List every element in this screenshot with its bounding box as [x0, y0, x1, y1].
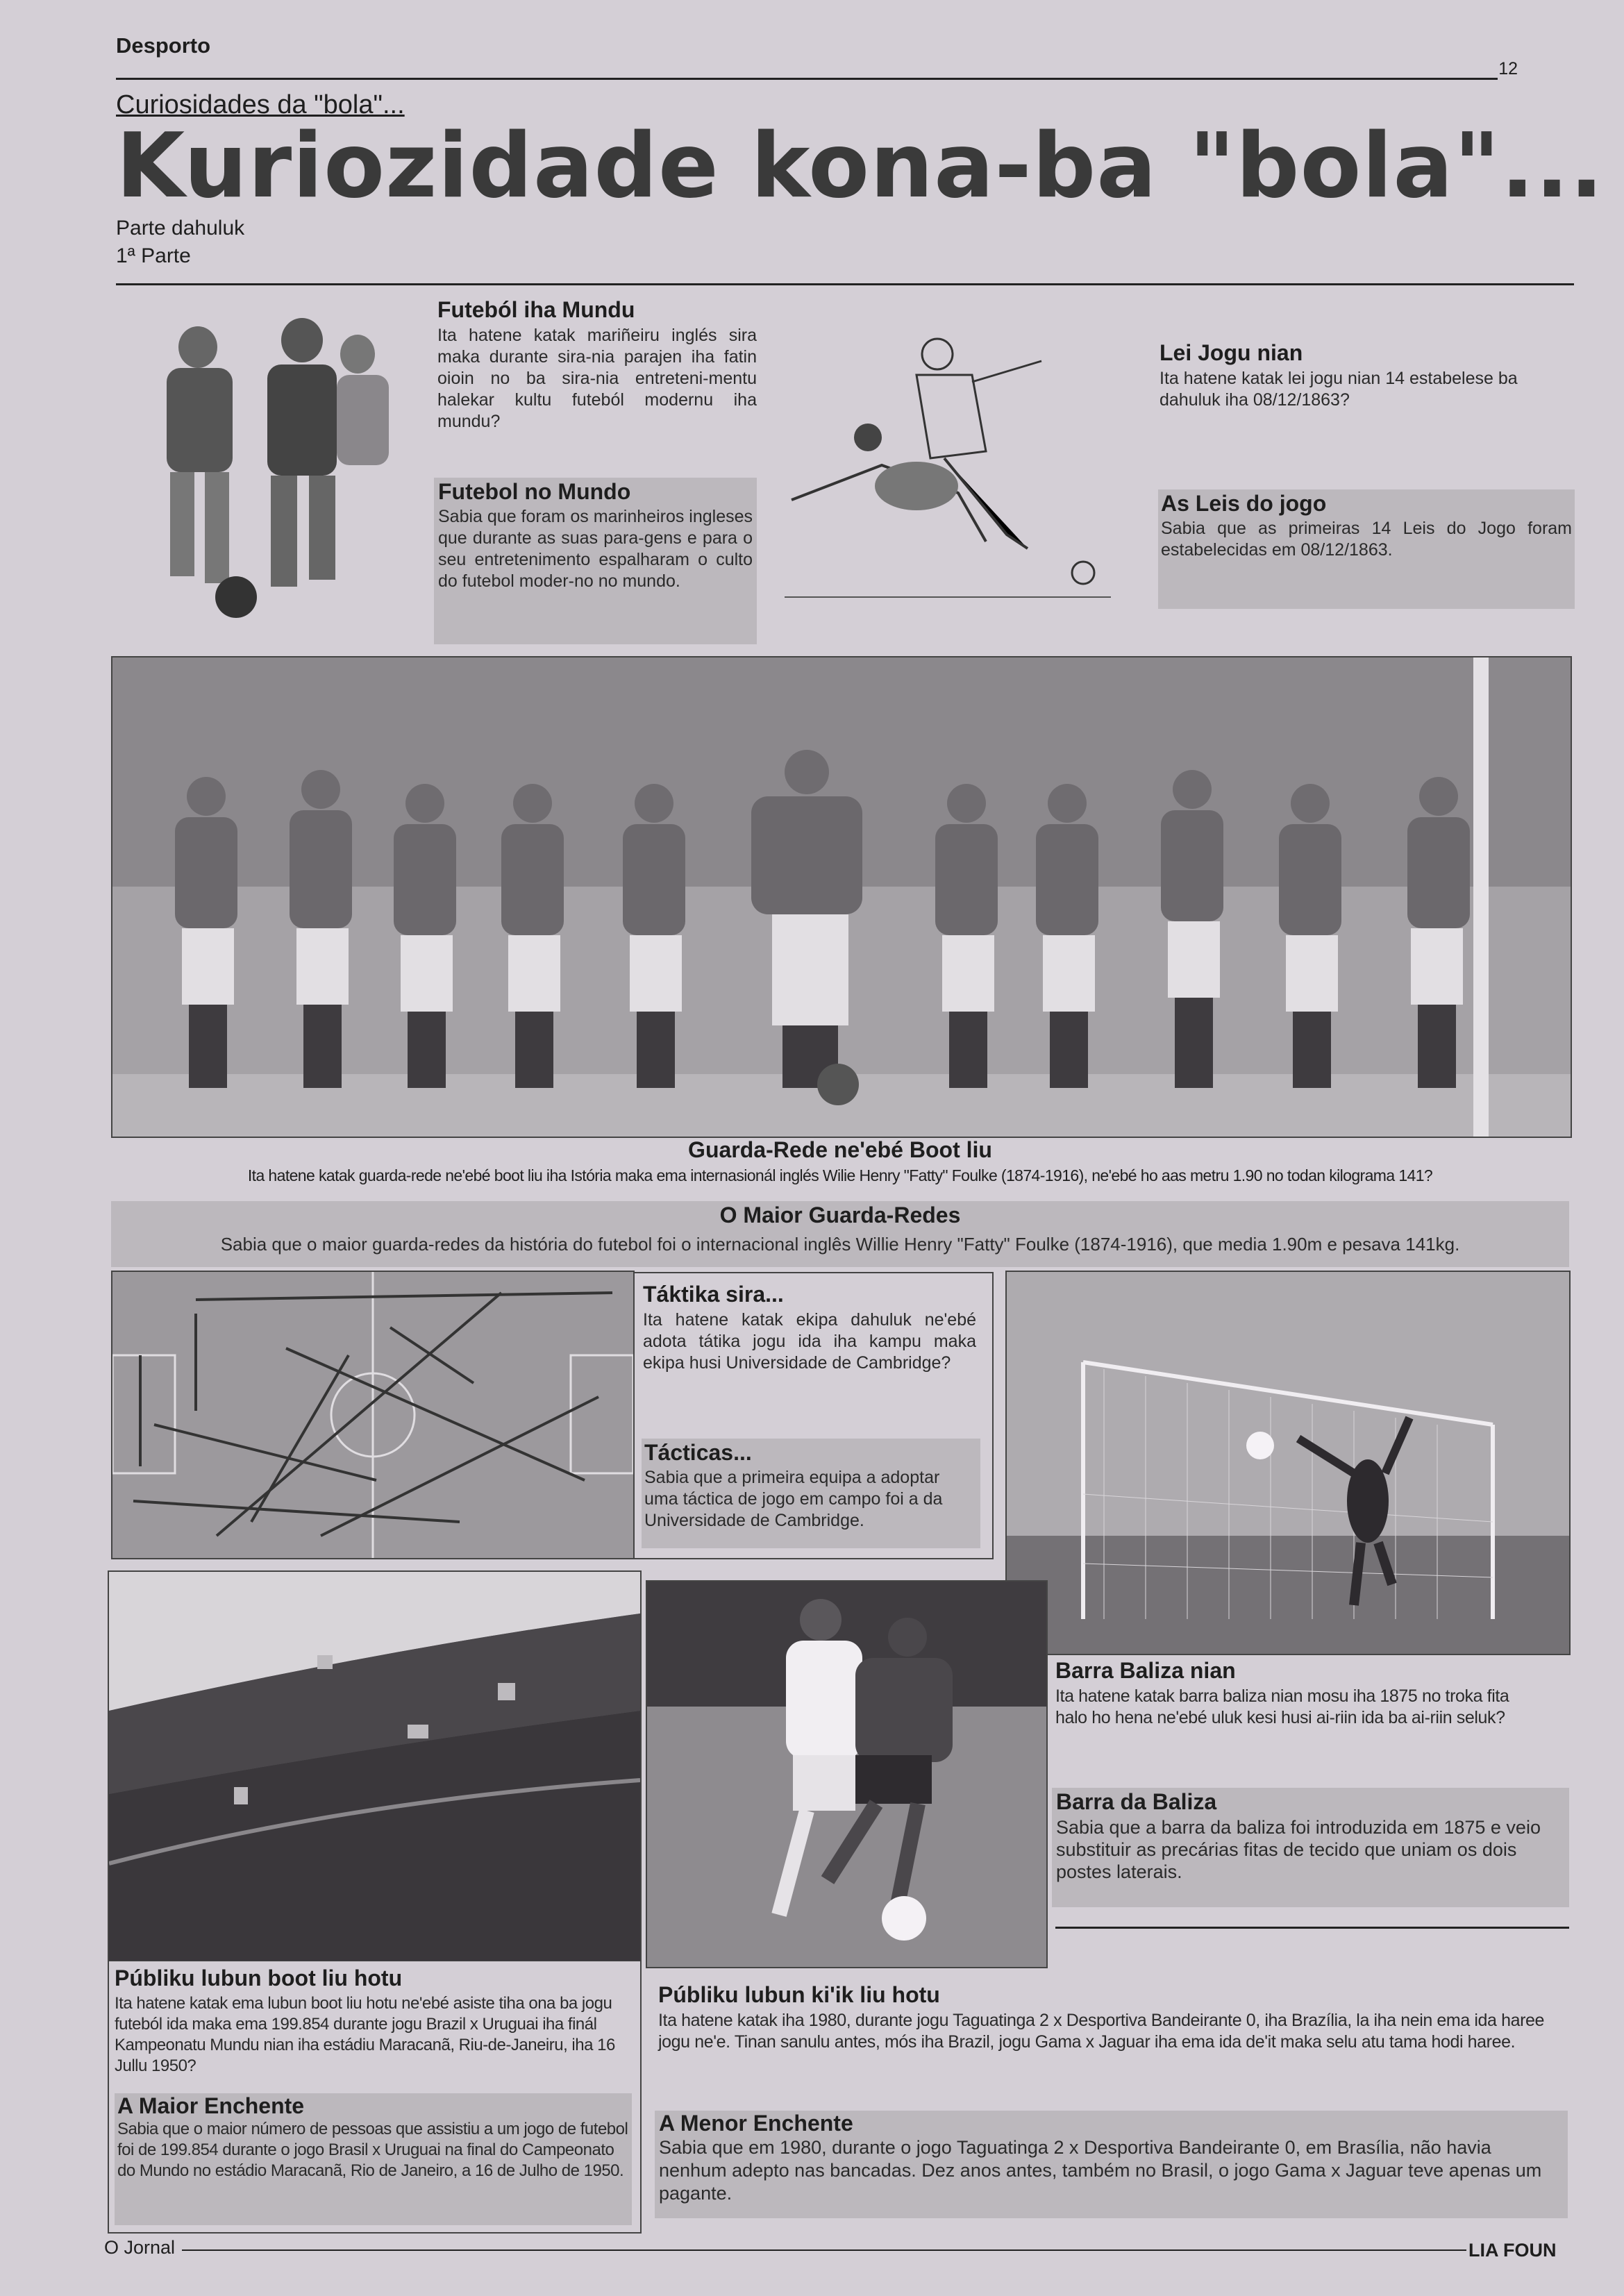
footer-left: O Jornal	[104, 2237, 176, 2258]
publiku-kiik-title-tetum: Públiku lubun ki'ik liu hotu	[658, 1982, 940, 2007]
headline: Kuriozidade kona-ba "bola"...	[116, 115, 1605, 218]
futebol-title-tetum: Futeból iha Mundu	[437, 297, 635, 322]
barra-portuguese-box	[1052, 1788, 1569, 1907]
taktika-text-tetum: Ita hatene katak ekipa dahuluk ne'ebé adota tátika jogu ida iha kampu maka ekipa husi Universidade de Cambridge?	[643, 1310, 976, 1373]
guarda-title-tetum: Guarda-Rede ne'ebé Boot liu	[688, 1137, 992, 1162]
lei-title-portuguese: As Leis do jogo	[1161, 491, 1327, 516]
publiku-boot-title-portuguese: A Maior Enchente	[117, 2093, 305, 2118]
futebol-text-portuguese: Sabia que foram os marinheiros ingleses que durante as suas para-gens e para o seu entretenimento espalharam o culto do futebol moder-no no mundo.	[438, 507, 753, 591]
publiku-boot-text-portuguese: Sabia que o maior número de pessoas que assistiu a um jogo de futebol foi de 199.854 durante o jogo Brasil x Uruguai na final do Campeonato do Mundo no estádio Maracanã, Rio de Janeiro, a 16 de Julho de 1950.	[117, 2120, 628, 2180]
barra-title-tetum: Barra Baliza nian	[1055, 1658, 1236, 1683]
headline-rule	[116, 283, 1574, 285]
publiku-kiik-text-tetum: Ita hatene katak iha 1980, durante jogu Taguatinga 2 x Desportiva Bandeirante 0, iha Brazília, la iha nein ema ida haree jogu ne'e. Tinan sanulu antes, mós iha Brazil, jogu Gama x Jaguar iha ema ida de'it maka selu atu tama hodi haree.	[658, 2011, 1545, 2052]
publiku-boot-panel	[108, 1961, 642, 2234]
footer-right: LIA FOUN	[1468, 2240, 1557, 2261]
taktika-panel	[633, 1272, 994, 1559]
page-number: 12	[1498, 59, 1518, 78]
futebol-title-portuguese: Futebol no Mundo	[438, 479, 631, 504]
taktika-portuguese-box	[642, 1439, 980, 1548]
goalkeeper-photo	[1005, 1271, 1571, 1655]
stadium-crowd-photo	[108, 1570, 642, 1962]
lei-text-tetum: Ita hatene katak lei jogu nian 14 estabelese ba dahuluk iha 08/12/1863?	[1160, 369, 1518, 410]
players-duel-photo	[646, 1580, 1048, 1968]
publiku-kiik-title-portuguese: A Menor Enchente	[659, 2111, 853, 2136]
header-rule	[116, 78, 1498, 80]
part-portuguese: 1ª Parte	[116, 244, 191, 267]
part-tetum: Parte dahuluk	[116, 217, 245, 240]
section-label: Desporto	[116, 33, 211, 58]
futebol-text-tetum: Ita hatene katak mariñeiru inglés sira maka durante sira-nia parajen iha fatin oioin no ba sira-nia entreteni-mentu halekar kultu futeból modernu iha mundu?	[437, 326, 757, 431]
lei-text-portuguese: Sabia que as primeiras 14 Leis do Jogo foram estabelecidas em 08/12/1863.	[1161, 519, 1572, 560]
barra-title-portuguese: Barra da Baliza	[1056, 1789, 1217, 1814]
guarda-text-portuguese: Sabia que o maior guarda-redes da história do futebol foi o internacional inglês Willie Henry "Fatty" Foulke (1874-1916), que media 1.90m e pesava 141kg.	[220, 1234, 1460, 1255]
guarda-title-portuguese: O Maior Guarda-Redes	[719, 1203, 961, 1227]
publiku-boot-text-tetum: Ita hatene katak ema lubun boot liu hotu ne'ebé asiste tiha ona ba jogu futeból ida maka ema 199.854 durante jogu Brazil x Uruguai iha finál Kampeonatu Mundu nian iha estádiu Maracanã, Riu-de-Janeiru, iha 16 Jullu 1950?	[115, 1994, 615, 2075]
publiku-boot-portuguese-box	[115, 2093, 632, 2225]
barra-text-tetum: Ita hatene katak barra baliza nian mosu iha 1875 no troka fita halo ho hena ne'ebé uluk kesi husi ai-riin ida ba ai-riin seluk?	[1055, 1686, 1509, 1727]
lei-portuguese-box	[1158, 489, 1575, 609]
futebol-portuguese-box	[434, 478, 757, 644]
guarda-portuguese-box	[111, 1201, 1569, 1267]
tackle-sketch-illustration	[778, 333, 1139, 611]
vintage-players-illustration	[122, 305, 413, 625]
subtitle-portuguese: Curiosidades da "bola"...	[116, 90, 405, 119]
barra-text-portuguese: Sabia que a barra da baliza foi introduzida em 1875 e veio substituir as precárias fitas de tecido que uniam os dois postes laterais.	[1056, 1817, 1541, 1882]
publiku-kiik-portuguese-box	[655, 2111, 1568, 2218]
team-photo	[111, 656, 1572, 1138]
taktika-title-portuguese: Tácticas...	[644, 1440, 752, 1465]
publiku-kiik-text-portuguese: Sabia que em 1980, durante o jogo Taguatinga 2 x Desportiva Bandeirante 0, em Brasília, não havia nenhum adepto nas bancadas. Dez anos antes, também no Brasil, o jogo Gama x Jaguar teve apenas um pagante.	[659, 2137, 1542, 2204]
publiku-boot-title-tetum: Públiku lubun boot liu hotu	[115, 1966, 403, 1991]
guarda-text-tetum: Ita hatene katak guarda-rede ne'ebé boot liu iha Istória maka ema internasionál inglés Wilie Henry "Fatty" Foulke (1874-1916), ne'ebé ho aas metru 1.90 no todan kilograma 141?	[247, 1166, 1433, 1184]
lei-title-tetum: Lei Jogu nian	[1160, 340, 1303, 365]
taktika-text-portuguese: Sabia que a primeira equipa a adoptar uma táctica de jogo em campo foi a da Universidade de Cambridge.	[644, 1468, 943, 1530]
footer-rule	[182, 2249, 1466, 2251]
tactics-board-diagram	[111, 1271, 635, 1559]
barra-rule	[1055, 1927, 1569, 1929]
taktika-title-tetum: Táktika sira...	[643, 1282, 784, 1307]
